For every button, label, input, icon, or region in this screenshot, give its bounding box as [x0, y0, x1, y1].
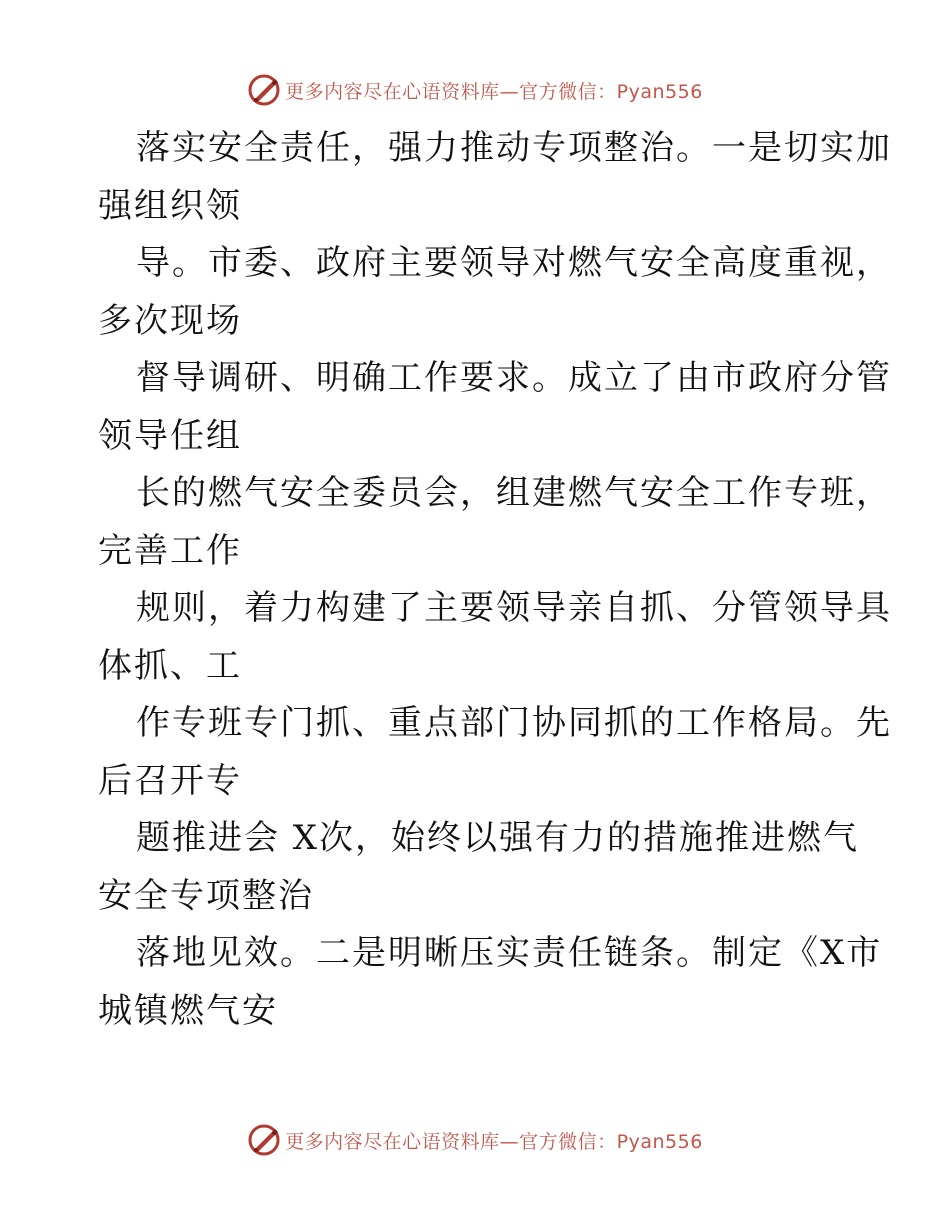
text-line: 题推进会 X次，始终以强有力的措施推进燃气	[136, 818, 860, 858]
text-line: 城镇燃气安	[98, 990, 278, 1031]
header-banner-wechat: 官方微信：Pyan556	[519, 80, 703, 103]
text-line: 强组织领	[98, 185, 242, 226]
text-line: 作专班专门抓、重点部门协同抓的工作格局。先	[136, 703, 892, 743]
footer-banner-text: 更多内容尽在心语资料库—	[285, 1130, 520, 1153]
text-line: 安全专项整治	[98, 875, 314, 916]
pen-logo-icon	[247, 1123, 281, 1157]
header-banner	[0, 70, 950, 110]
text-line: 导。市委、政府主要领导对燃气安全高度重视，	[136, 243, 892, 283]
pen-logo-icon	[247, 73, 281, 107]
text-line: 后召开专	[98, 760, 242, 801]
text-line: 落地见效。二是明晰压实责任链条。制定《X市	[136, 933, 883, 973]
text-line: 督导调研、明确工作要求。成立了由市政府分管	[136, 358, 892, 398]
text-line: 规则，着力构建了主要领导亲自抓、分管领导具	[136, 588, 892, 628]
text-line: 多次现场	[98, 300, 242, 341]
footer-banner-wechat: 官方微信：Pyan556	[519, 1130, 703, 1153]
document-body	[98, 120, 892, 1040]
header-banner-text: 更多内容尽在心语资料库—	[285, 80, 520, 103]
text-line: 落实安全责任，强力推动专项整治。一是切实加	[136, 128, 892, 168]
text-line: 领导任组	[98, 415, 242, 456]
text-line: 完善工作	[98, 530, 242, 571]
text-line: 长的燃气安全委员会，组建燃气安全工作专班，	[136, 473, 892, 513]
text-line: 体抓、工	[98, 645, 242, 686]
footer-banner	[0, 1120, 950, 1160]
